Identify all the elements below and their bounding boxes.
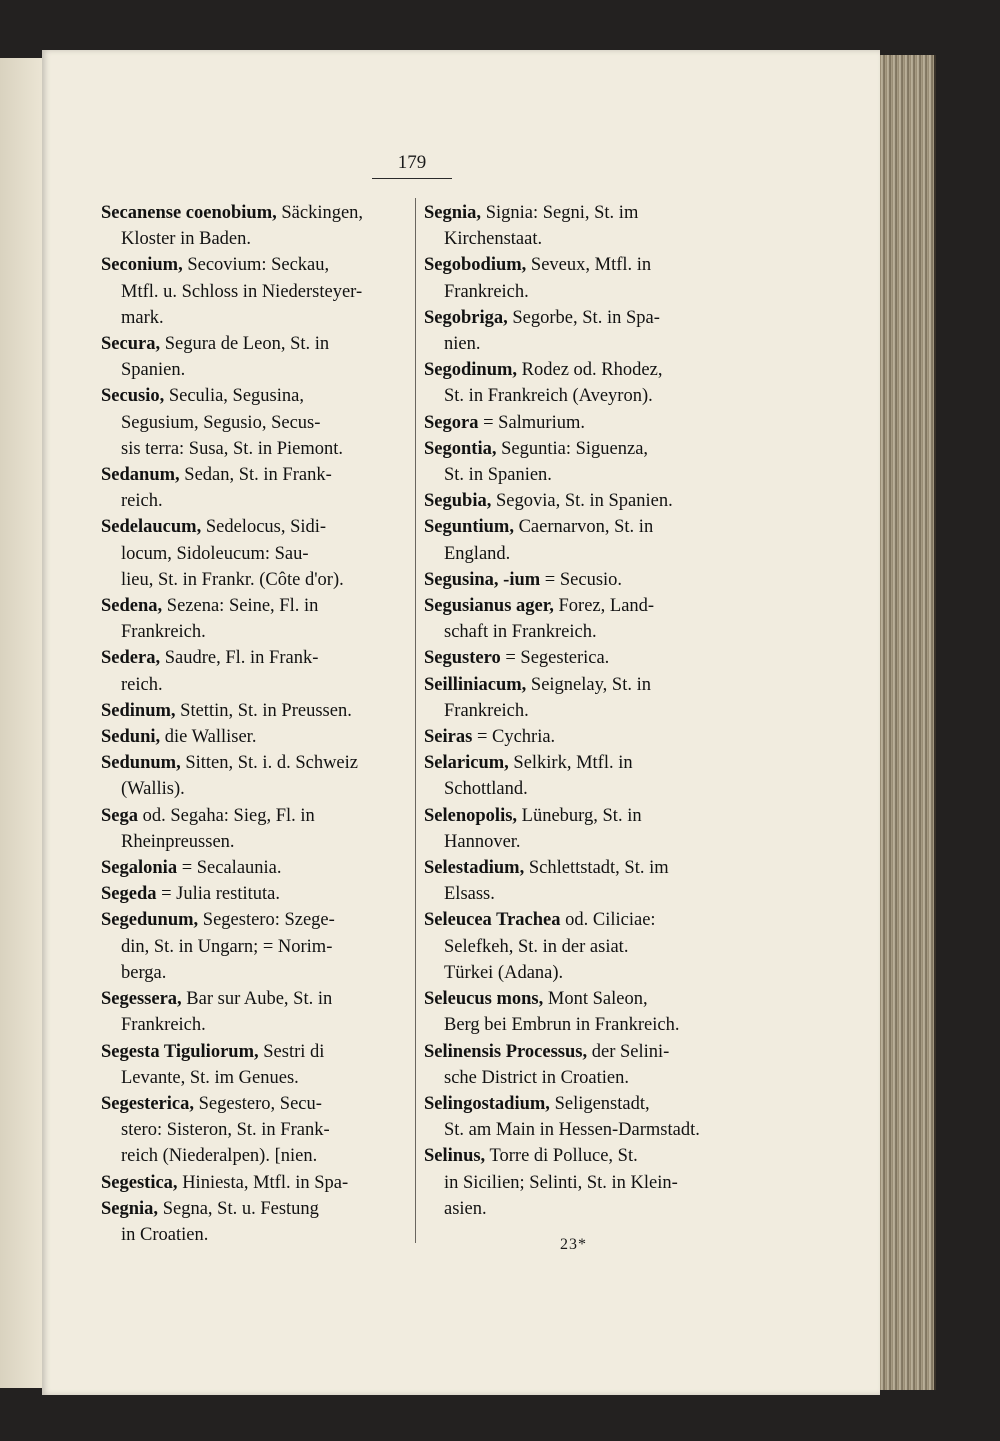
entry-continuation: Türkei (Adana). (444, 962, 564, 983)
entry-headword: Seleucus mons, (424, 989, 544, 1010)
entry-text: = Secusio. (544, 569, 623, 590)
dictionary-entry (424, 488, 734, 514)
page-number-rule (372, 178, 452, 179)
dictionary-entry (101, 593, 409, 645)
entry-text: die Walliser. (164, 727, 257, 748)
entry-continuation: stero: Sisteron, St. in Frank- (121, 1120, 330, 1141)
entry-headword: Selaricum, (424, 753, 509, 774)
entry-headword: Selingostadium, (424, 1093, 550, 1114)
entry-continuation: Berg bei Embrun in Frankreich. (444, 1015, 680, 1036)
entry-text: Segna, St. u. Festung (162, 1198, 319, 1219)
dictionary-entry (101, 383, 409, 462)
entry-headword: Segontia, (424, 438, 497, 459)
entry-headword: Segobodium, (424, 255, 527, 276)
entry-text: Signia: Segni, St. im (485, 203, 639, 223)
entry-headword: Seconium, (101, 255, 183, 276)
entry-text: = Segesterica. (505, 648, 610, 669)
dictionary-entry (424, 803, 734, 855)
entry-text: Sedelocus, Sidi- (205, 517, 327, 538)
entry-continuation: sis terra: Susa, St. in Piemont. (121, 438, 343, 459)
dictionary-entry (424, 672, 734, 724)
entry-text: Seligenstadt, (554, 1093, 650, 1114)
entry-continuation: St. in Spanien. (444, 465, 552, 486)
entry-text: = Cychria. (476, 727, 556, 748)
entry-continuation: Frankreich. (444, 281, 529, 302)
entry-headword: Segestica, (101, 1172, 178, 1193)
column-divider (415, 198, 416, 1243)
dictionary-entry (424, 986, 734, 1038)
entry-text: Segura de Leon, St. in (164, 334, 330, 355)
entry-headword: Seilliniacum, (424, 674, 527, 695)
entry-continuation: locum, Sidoleucum: Sau- (121, 543, 309, 564)
entry-continuation: in Sicilien; Selinti, St. in Klein- (444, 1172, 678, 1193)
dictionary-entry (101, 1039, 409, 1091)
entry-continuation: reich. (121, 674, 163, 695)
entry-headword: Sedunum, (101, 753, 181, 774)
entry-continuation: Frankreich. (121, 622, 206, 643)
entry-headword: Secura, (101, 334, 161, 355)
entry-continuation: Segusium, Segusio, Secus- (121, 412, 321, 433)
dictionary-entry (424, 200, 734, 252)
entry-continuation: lieu, St. in Frankr. (Côte d'or). (121, 569, 344, 590)
dictionary-entry (101, 803, 409, 855)
dictionary-entry (101, 331, 409, 383)
dictionary-entry (424, 855, 734, 907)
entry-text: Sestri di (263, 1041, 325, 1062)
entry-text: = Secalaunia. (181, 858, 282, 879)
dictionary-entry (101, 1170, 409, 1196)
entry-text: od. Segaha: Sieg, Fl. in (142, 805, 315, 826)
entry-text: Hiniesta, Mtfl. in Spa- (182, 1172, 349, 1193)
entry-text: Segorbe, St. in Spa- (512, 307, 660, 328)
entry-text: Forez, Land- (558, 596, 655, 617)
entry-continuation: Levante, St. im Genues. (121, 1067, 299, 1088)
entry-text: Säckingen, (281, 203, 364, 223)
entry-text: od. Ciliciae: (565, 910, 656, 931)
entry-text: Lüneburg, St. in (521, 805, 642, 826)
entry-continuation: Kirchenstaat. (444, 229, 543, 250)
entry-continuation: Elsass. (444, 884, 495, 905)
entry-headword: Secusio, (101, 386, 165, 407)
dictionary-entry (424, 724, 734, 750)
entry-headword: Segedunum, (101, 910, 199, 931)
entry-text: Saudre, Fl. in Frank- (164, 648, 319, 669)
entry-text: Sitten, St. i. d. Schweiz (185, 753, 358, 774)
dictionary-entry (101, 462, 409, 514)
entry-headword: Seduni, (101, 727, 161, 748)
entry-headword: Segora (424, 412, 479, 433)
entry-text: Rodez od. Rhodez, (521, 360, 663, 381)
entry-continuation: Frankreich. (121, 1015, 206, 1036)
entry-continuation: Spanien. (121, 360, 186, 381)
dictionary-entry (101, 1091, 409, 1170)
entry-text: Secovium: Seckau, (187, 255, 330, 276)
entry-text: Segovia, St. in Spanien. (495, 491, 673, 512)
right-column (424, 200, 734, 1222)
entry-headword: Sedelaucum, (101, 517, 202, 538)
entry-headword: Segesterica, (101, 1093, 194, 1114)
entry-headword: Sedinum, (101, 700, 176, 721)
entry-headword: Segalonia (101, 858, 178, 879)
dictionary-entry (424, 750, 734, 802)
entry-continuation: Hannover. (444, 831, 521, 852)
entry-continuation: Rheinpreussen. (121, 831, 235, 852)
entry-continuation: Mtfl. u. Schloss in Niedersteyer- (121, 281, 363, 302)
dictionary-entry (424, 593, 734, 645)
dictionary-entry (424, 567, 734, 593)
entry-headword: Sedanum, (101, 465, 180, 486)
entry-text: Seveux, Mtfl. in (530, 255, 652, 276)
dictionary-entry (101, 855, 409, 881)
entry-continuation: Frankreich. (444, 700, 529, 721)
dictionary-entry (424, 514, 734, 566)
dictionary-entry (424, 1143, 734, 1222)
entry-continuation: reich. (121, 491, 163, 512)
previous-page-edge (0, 58, 42, 1388)
entry-text: Schlettstadt, St. im (528, 858, 669, 879)
entry-headword: Selinensis Processus, (424, 1041, 588, 1062)
dictionary-entry (101, 750, 409, 802)
entry-continuation: (Wallis). (121, 779, 185, 800)
dictionary-entry (424, 1091, 734, 1143)
entry-headword: Segessera, (101, 989, 182, 1010)
entry-continuation: Kloster in Baden. (121, 229, 251, 250)
entry-text: Segestero, Secu- (198, 1093, 322, 1114)
entry-headword: Segustero (424, 648, 501, 669)
dictionary-entry (424, 907, 734, 986)
entry-headword: Sedena, (101, 596, 163, 617)
entry-headword: Segnia, (101, 1198, 159, 1219)
dictionary-entry (424, 645, 734, 671)
entry-continuation: nien. (444, 334, 481, 355)
dictionary-entry (101, 698, 409, 724)
entry-text: = Salmurium. (483, 412, 585, 433)
dictionary-entry (101, 252, 409, 331)
entry-headword: Segusianus ager, (424, 596, 554, 617)
entry-headword: Sedera, (101, 648, 161, 669)
entry-headword: Seleucea Trachea (424, 910, 561, 931)
entry-headword: Selinus, (424, 1146, 486, 1167)
dictionary-entry (101, 514, 409, 593)
dictionary-entry (424, 305, 734, 357)
entry-headword: Segobriga, (424, 307, 508, 328)
entry-text: = Julia restituta. (161, 884, 280, 905)
entry-headword: Sega (101, 805, 138, 826)
dictionary-entry (101, 907, 409, 986)
page-number: 179 (397, 152, 427, 173)
entry-headword: Segeda (101, 884, 157, 905)
entry-headword: Segesta Tiguliorum, (101, 1041, 259, 1062)
entry-text: Stettin, St. in Preussen. (180, 700, 352, 721)
entry-continuation: sche District in Croatien. (444, 1067, 629, 1088)
dictionary-entry (101, 200, 409, 252)
entry-continuation: St. in Frankreich (Aveyron). (444, 386, 653, 407)
entry-continuation: reich (Niederalpen). [nien. (121, 1146, 318, 1167)
entry-text: Seculia, Segusina, (168, 386, 304, 407)
entry-text: Segestero: Szege- (202, 910, 335, 931)
dictionary-entry (101, 724, 409, 750)
entry-text: Seguntia: Siguenza, (501, 438, 649, 459)
signature-mark: 23* (560, 1236, 587, 1253)
dictionary-entry (101, 1196, 409, 1248)
entry-text: der Selini- (591, 1041, 670, 1062)
entry-text: Selkirk, Mtfl. in (513, 753, 633, 774)
entry-continuation: in Croatien. (121, 1224, 209, 1245)
dictionary-entry (101, 881, 409, 907)
entry-text: Sezena: Seine, Fl. in (166, 596, 319, 617)
entry-headword: Secanense coenobium, (101, 203, 277, 223)
entry-text: Sedan, St. in Frank- (184, 465, 332, 486)
dictionary-entry (101, 986, 409, 1038)
dictionary-entry (424, 252, 734, 304)
entry-continuation: din, St. in Ungarn; = Norim- (121, 936, 333, 957)
entry-continuation: Schottland. (444, 779, 528, 800)
entry-continuation: mark. (121, 307, 164, 328)
left-column (101, 200, 409, 1248)
dictionary-entry (424, 436, 734, 488)
dictionary-entry (424, 410, 734, 436)
entry-continuation: berga. (121, 962, 167, 983)
dictionary-entry (424, 1039, 734, 1091)
entry-headword: Segusina, -ium (424, 569, 541, 590)
entry-headword: Segodinum, (424, 360, 518, 381)
entry-headword: Selenopolis, (424, 805, 518, 826)
dictionary-entry (424, 357, 734, 409)
entry-text: Seignelay, St. in (530, 674, 651, 695)
entry-continuation: England. (444, 543, 511, 564)
entry-continuation: St. am Main in Hessen-Darmstadt. (444, 1120, 700, 1141)
entry-headword: Segnia, (424, 203, 482, 223)
dictionary-entry (101, 645, 409, 697)
entry-text: Bar sur Aube, St. in (186, 989, 333, 1010)
entry-headword: Seiras (424, 727, 473, 748)
entry-text: Mont Saleon, (547, 989, 648, 1010)
entry-text: Caernarvon, St. in (518, 517, 654, 538)
entry-text: Torre di Polluce, St. (489, 1146, 638, 1167)
entry-continuation: schaft in Frankreich. (444, 622, 597, 643)
entry-headword: Seguntium, (424, 517, 514, 538)
entry-continuation: Selefkeh, St. in der asiat. (444, 936, 629, 957)
entry-headword: Selestadium, (424, 858, 525, 879)
entry-headword: Segubia, (424, 491, 492, 512)
entry-continuation: asien. (444, 1198, 487, 1219)
